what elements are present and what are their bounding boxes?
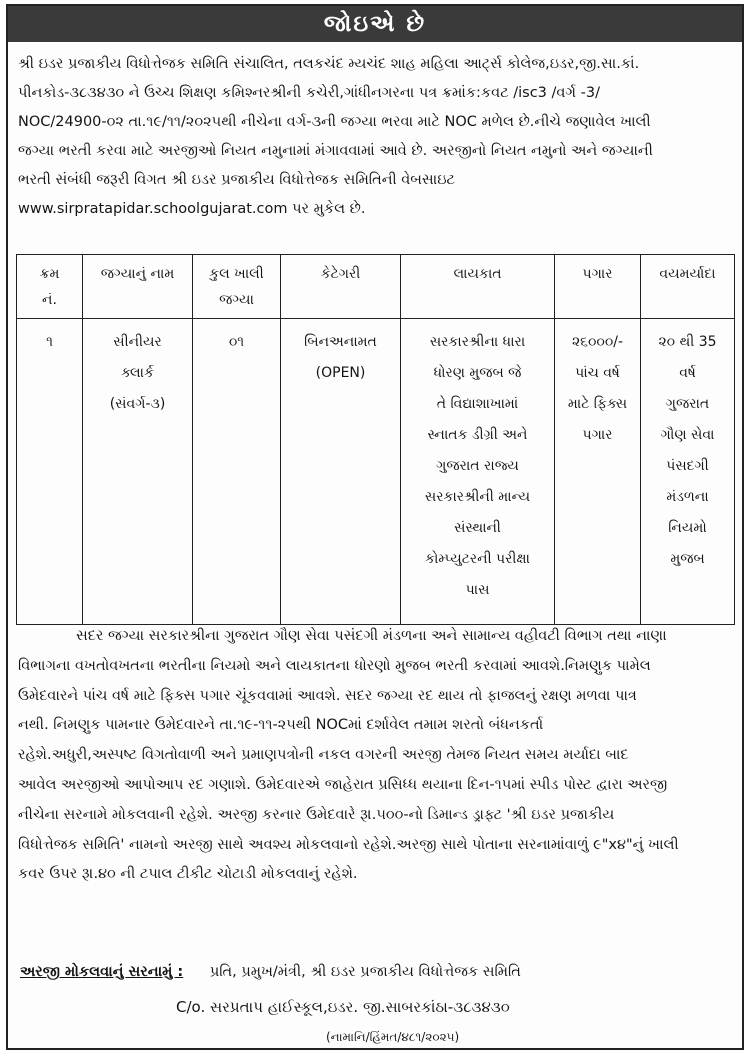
intro-line: NOC/24900-૦૨ તા.૧૯/૧૧/૨૦૨૫થી નીચેના વર્ગ-૩ની જગ્યા ભરવા માટે NOC મળેલ છે.નીચે જણાવેલ ખાલી [18,114,651,130]
table-header-row [17,255,735,319]
terms-line: રહેશે.અધુરી,અસ્પષ્ટ વિગતોવાળી અને પ્રમાણપત્રોની નકલ વગરની અરજી તેમજ નિયત સમય મર્યાદા બાદ [18,747,629,764]
terms-line: કવર ઉપર રૂ।.૪૦ ની ટપાલ ટીકીટ ચોટાડી મોકલવાનું રહેશે. [18,866,358,883]
job-advertisement [6,4,744,1050]
cell-qualification: સરકારશ્રીના ધારા ધોરણ મુજબ જે તે વિદ્યાશાખામાં સ્નાતક ડીગ્રી અને ગુજરાત રાજ્ય સરકારશ્રીની માન્ય સંસ્થાની કોમ્પ્યુટરની પરીક્ષા પાસ [401,319,555,625]
vacancy-table [16,254,735,625]
cell-category: બિનઅનામત (OPEN) [281,319,401,625]
header-qualification: લાયકાત [401,255,555,319]
address-line-2: C/o. સરપ્રતાપ હાઈસ્કૂલ,ઇડર. જી.સાબરકાંઠા-૩૮૩૪૩૦ [176,998,510,1016]
terms-line: નીચેના સરનામે મોકલવાની રહેશે. અરજી કરનાર ઉમેદવારે રૂ।.૫૦૦-નો ડિમાન્ડ ડ્રાફ્ટ 'શ્રી ઇડર પ્રજાકીય [18,806,615,823]
terms-line: સદર જગ્યા સરકારશ્રીના ગુજરાત ગૌણ સેવા પસંદગી મંડળના અને સામાન્ય વહીવટી વિભાગ તથા નાણા [76,628,667,644]
terms-paragraph [18,622,732,890]
cell-total-vacancies: ૦૧ [193,319,281,625]
address-line-1: પ્રતિ, પ્રમુખ/મંત્રી, શ્રી ઇડર પ્રજાકીય વિધોત્તેજક સમિતિ [209,964,521,980]
reference-number: (નામાનિ/હિંમત/૪૮૧/૨૦૨૫) [326,1030,460,1044]
intro-line: જગ્યા ભરતી કરવા માટે અરજીઓ નિયત નમુનામાં મંગાવવામાં આવે છે. અરજીનો નિયત નમુનો અને જગ્યાની [18,143,653,159]
banner-title: જોઇએ છે [8,6,742,42]
cell-post-name: સીનીયર ક્લાર્ક (સંવર્ગ-૩) [83,319,193,625]
header-total-vacancies: કુલ ખાલી જગ્યા [193,255,281,319]
header-serial-no: ક્રમ નં. [17,255,83,319]
header-salary: પગાર [555,255,641,319]
header-age-limit: વયમર્યાદા [641,255,735,319]
intro-line: પીનકોડ-૩૮૩૪૩૦ ને ઉચ્ચ શિક્ષણ કમિશ્નરશ્રીની કચેરી,ગાંધીનગરના પત્ર ક્રમાંક:કવટ /isc3 /વર્ગ -3/ [18,85,600,101]
intro-line: ભરતી સંબંધી જરૂરી વિગત શ્રી ઇડર પ્રજાકીય વિધોત્તેજક સમિતિની વેબસાઇટ [18,172,455,188]
terms-line: વિધોત્તેજક સમિતિ' નામનો અરજી સાથે અવશ્ય મોકલવાનો રહેશે.અરજી સાથે પોતાના સરનામાંવાળું ૯"x૪"નું ખાલી [18,836,679,853]
address-block [20,964,521,980]
header-category: કેટેગરી [281,255,401,319]
intro-line: શ્રી ઇડર પ્રજાકીય વિધોત્તેજક સમિતિ સંચાલિત, તલકચંદ મ્યચંદ શાહ મહિલા આર્ટ્સ કોલેજ,ઇડર,જી.સા.કાં. [18,56,640,72]
address-label: અરજી મોકલવાનું સરનામું : [20,964,184,980]
intro-line-website: www.sirpratapidar.schoolgujarat.com પર મુકેલ છે. [18,201,366,217]
terms-line: નથી. નિમણુક પામનાર ઉમેદવારને તા.૧૯-૧૧-૨૫થી NOCમાં દર્શાવેલ તમામ શરતો બંધનકર્તા [18,717,544,734]
table-row [17,319,735,625]
terms-line: વિભાગના વખતોવખતના ભરતીના નિયમો અને લાયકાતના ધોરણો મુજબ ભરતી કરવામાં આવશે.નિમણુક પામેલ [18,657,651,674]
cell-serial-no: ૧ [17,319,83,625]
cell-age-limit: ૨૦ થી 35 વર્ષ ગુજરાત ગૌણ સેવા પંસદગી મંડળના નિયમો મુજબ [641,319,735,625]
terms-line: આવેલ અરજીઓ આપોઆપ રદ ગણાશે. ઉમેદવારએ જાહેરાત પ્રસિધ્ધ થયાના દિન-૧૫માં સ્પીડ પોસ્ટ દ્વારા અરજી [18,776,668,793]
header-post-name: જગ્યાનું નામ [83,255,193,319]
intro-paragraph [18,50,732,224]
cell-salary: ૨૬૦૦૦/- પાંચ વર્ષ માટે ફિક્સ પગાર [555,319,641,625]
terms-line: ઉમેદવારને પાંચ વર્ષ માટે ફિક્સ પગાર ચૂંકવવામાં આવશે. સદર જગ્યા રદ થાય તો ફાજલનું રક્ષણ મળવા પાત્ર [18,687,637,704]
